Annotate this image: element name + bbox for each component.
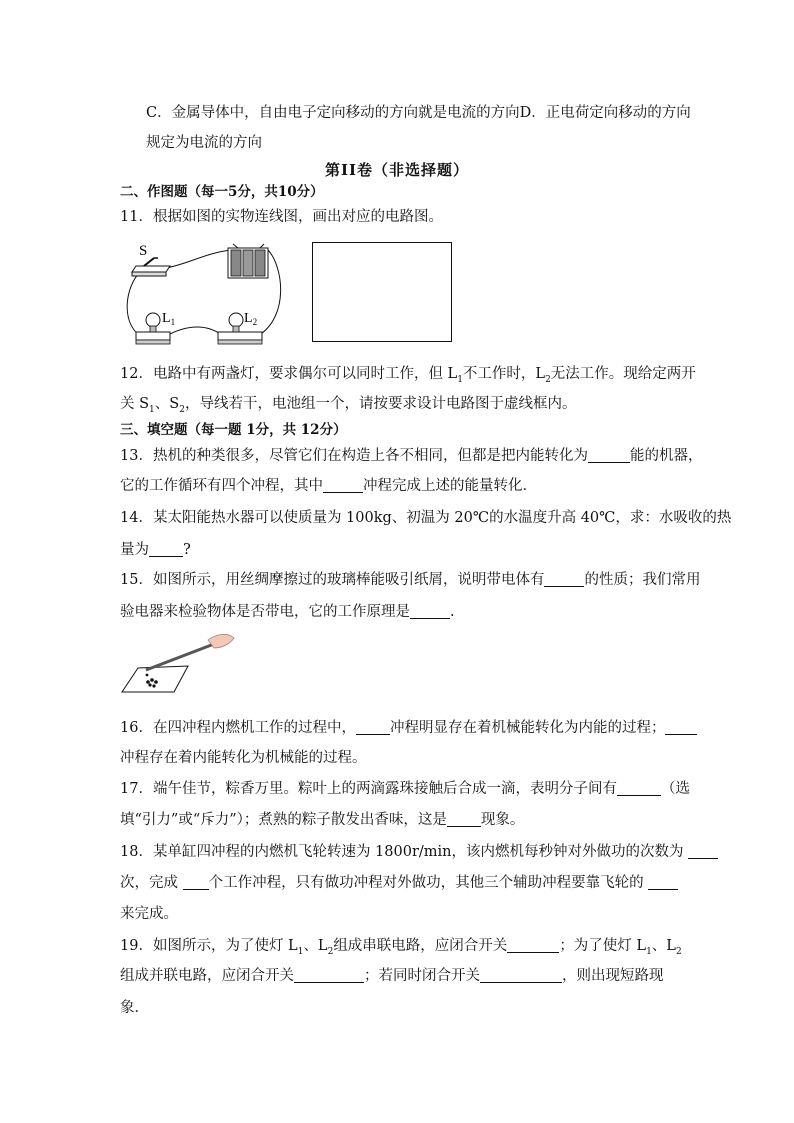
part2-title: 第II卷（非选择题） <box>324 161 470 179</box>
q15-rod-figure <box>118 630 238 700</box>
q15-line1: 15．如图所示，用丝绸摩擦过的玻璃棒能吸引纸屑，说明带电体有 的性质；我们常用 <box>120 572 701 588</box>
q18-line2: 次，完成 个工作冲程，只有做功冲程对外做功，其他三个辅助冲程要靠飞轮的 <box>120 873 678 893</box>
q11-circuit-figure <box>118 236 298 348</box>
bulb-l1-label: $L_1$ <box>162 311 176 327</box>
q17-line1: 17．端午佳节，粽香万里。粽叶上的两滴露珠接触后合成一滴，表明分子间有 （选 <box>120 781 690 797</box>
q16-line2: 冲程存在着内能转化为机械能的过程。 <box>120 750 367 766</box>
q14-line2: 量为 ? <box>120 542 191 558</box>
section3-heading: 三、填空题（每一题 1分，共 12分） <box>120 422 347 438</box>
q13-line1: 13．热机的种类很多，尽管它们在构造上各不相同，但都是把内能转化为 能的机器， <box>120 448 703 464</box>
q16-line1: 16．在四冲程内燃机工作的过程中， 冲程明显存在着机械能转化为内能的过程； <box>120 718 697 738</box>
q19-blank3[interactable] <box>480 967 562 983</box>
q18-line1: 18．某单缸四冲程的内燃机飞轮转速为 1800r/min，该内燃机每秒钟对外做功的次数为 <box>120 842 718 862</box>
q18-blank1[interactable] <box>688 843 718 859</box>
q19-line1: 19．如图所示，为了使灯 $L_1$、$L_2$组成串联电路，应闭合开关 ；为了使灯 $L_1$、$L_2$ <box>120 938 682 957</box>
q19-blank1[interactable] <box>507 937 559 953</box>
q19-line3: 象． <box>120 1000 149 1016</box>
q17-blank1[interactable] <box>617 780 661 796</box>
q13-blank1[interactable] <box>588 447 630 463</box>
q14-line1: 14．某太阳能热水器可以使质量为 100kg、初温为 20℃的水温度升高 40℃，求：水吸收的热 <box>120 510 732 526</box>
q17-line2: 填“引力”或“斥力”）；煮熟的粽子散发出香味，这是 现象。 <box>120 812 525 828</box>
q19-blank2[interactable] <box>294 967 364 983</box>
section2-heading: 二、作图题（每一5分，共10分） <box>120 184 324 200</box>
q18-blank3[interactable] <box>648 874 678 890</box>
q18-line3: 来完成。 <box>120 906 178 922</box>
q12-line2: 关 $S_1$、$S_2$，导线若干，电池组一个，请按要求设计电路图于虚线框内。 <box>120 396 577 415</box>
q16-blank1[interactable] <box>356 719 390 735</box>
bulb-l2-label: $L_2$ <box>244 311 258 327</box>
q18-blank2[interactable] <box>183 874 209 890</box>
battery-pack <box>228 244 268 278</box>
q13-blank2[interactable] <box>323 477 363 493</box>
q10-option-cd: C．金属导体中，自由电子定向移动的方向就是电流的方向D．正电荷定向移动的方向 <box>146 105 691 121</box>
q15-blank1[interactable] <box>544 571 584 587</box>
q16-blank2[interactable] <box>665 719 697 735</box>
q10-option-d-cont: 规定为电流的方向 <box>146 135 262 151</box>
q15-blank2[interactable] <box>410 603 450 619</box>
q19-line2: 组成并联电路，应闭合开关 ；若同时闭合开关 ，则出现短路现 <box>120 968 664 984</box>
switch-label: S <box>139 243 148 259</box>
q12-line1: 12．电路中有两盏灯，要求偶尔可以同时工作，但 $L_1$不工作时，$L_2$无法工作。现给定两开 <box>120 366 696 385</box>
q17-blank2[interactable] <box>447 811 481 827</box>
q11-text: 11．根据如图的实物连线图，画出对应的电路图。 <box>120 209 443 225</box>
q15-line2: 验电器来检验物体是否带电，它的工作原理是 . <box>120 604 455 620</box>
q14-blank[interactable] <box>149 541 183 557</box>
q11-answer-box[interactable] <box>312 242 452 342</box>
q13-line2: 它的工作循环有四个冲程，其中 冲程完成上述的能量转化． <box>120 478 537 494</box>
switch-s <box>132 258 170 276</box>
